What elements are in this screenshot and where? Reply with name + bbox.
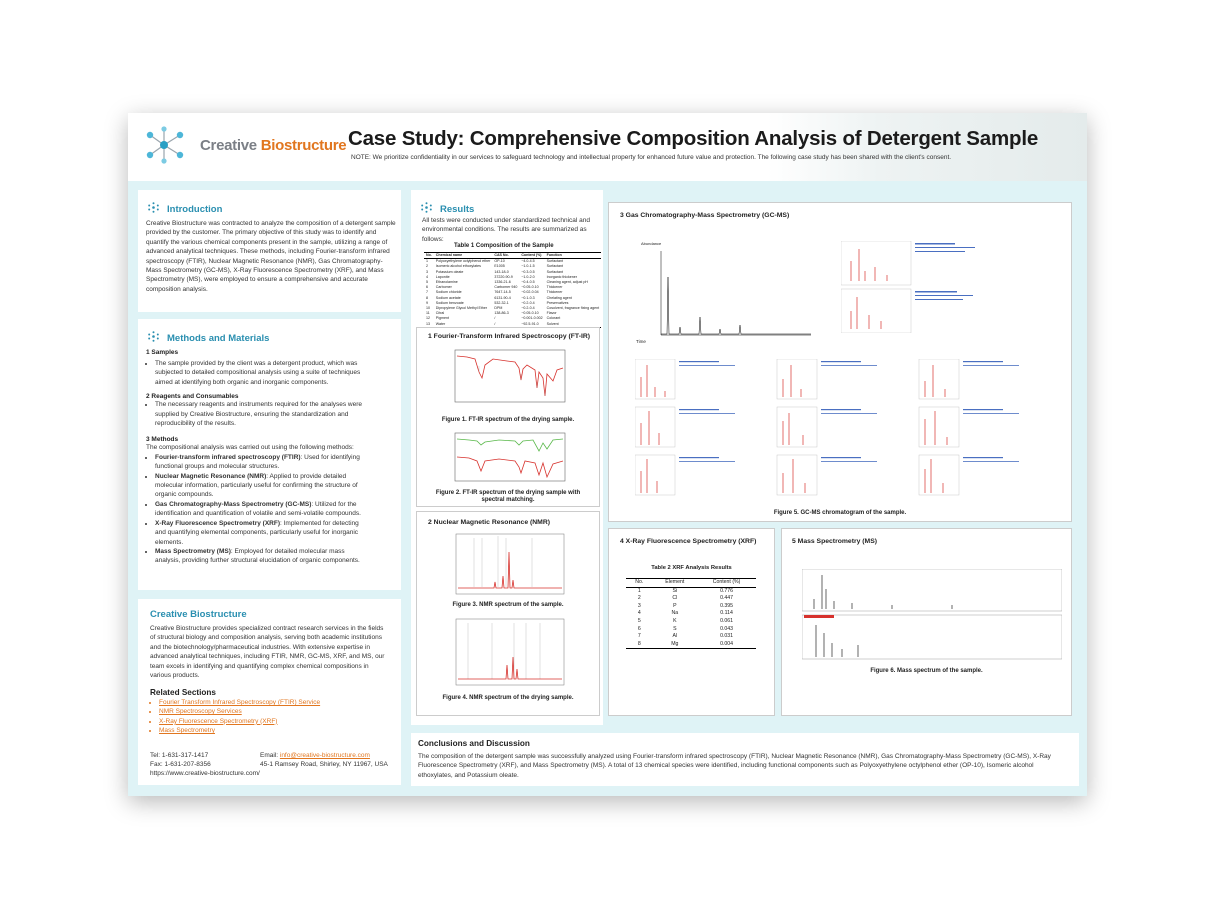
table-cell: 143-18-0 [494, 269, 509, 274]
table-cell: Colorant [546, 316, 561, 321]
methods-body [146, 349, 368, 566]
table-cell: ~4.0-4.5 [521, 259, 535, 264]
ftir-spectrum-1 [449, 348, 569, 408]
table-cell: 5 [637, 617, 641, 624]
xrf-table-title: Table 2 XRF Analysis Results [651, 565, 732, 571]
table-cell: 37220-90-9 [494, 274, 513, 279]
table-cell: ~1.0-2.0 [521, 274, 535, 279]
samples-subheading: 1 Samples [146, 349, 179, 356]
table-cell: Dipropylene Glycol Methyl Ether [435, 306, 488, 311]
table-cell: 13 [424, 322, 434, 328]
table-cell: Cl [672, 595, 678, 602]
table-cell: Laponite [435, 274, 450, 279]
page-title: Case Study: Comprehensive Composition Analysis of Detergent Sample [348, 127, 1039, 150]
confidentiality-note: NOTE: We prioritize confidentiality in our services to safeguard technology and intellectual property for enhanced future value and protection. The following case study has been shared with the client's consent. [351, 154, 952, 161]
table-cell: DPM [494, 306, 503, 311]
table-header: CAS No. [492, 253, 519, 259]
table-header: Chemical name [434, 253, 493, 259]
about-panel [138, 599, 401, 785]
introduction-panel [138, 190, 401, 312]
table-row [626, 641, 756, 649]
related-link-xrf[interactable]: • X-Ray Fluorescence Spectrometry (XRF) [159, 717, 320, 726]
table-cell: ~92.5-91.0 [519, 322, 544, 328]
table-cell: 11 [426, 311, 430, 316]
molecule-logo-icon [142, 125, 188, 165]
table-cell: / [494, 316, 496, 321]
table-cell: 0.031 [720, 633, 734, 640]
table-cell: Na [671, 610, 679, 617]
table-cell: Sodium acetate [435, 295, 461, 300]
table-cell: ~0.2-0.4 [521, 300, 535, 305]
table-cell: ~0.05-0.10 [521, 285, 539, 290]
table-cell: Ethanolamine [435, 280, 458, 285]
introduction-text: Creative Biostructure was contracted to analyze the composition of a detergent sample provided by the customer. The primary objective of this study was to identify and quantify the various chemical components present in the sample, utilizing a range of advanced analytical techniques. These methods, including Fourier-transform infrared spectroscopy (FTIR), Nuclear Magnetic Resonance (NMR), Gas Chromatography-Mass Spectrometry (GC-MS), X-Ray Fluorescence Spectrometry (XRF), and Mass Spectrometry (MS), were employed to ensure a comprehensive and accurate composition analysis. [146, 220, 396, 293]
table-cell: ~1.0-1.5 [521, 264, 535, 269]
table-header: No. [426, 253, 432, 257]
ftir-spectrum-2 [449, 431, 569, 486]
contact-email-row: Email: info@creative-biostructure.com [260, 752, 370, 759]
table-cell: 3 [637, 602, 641, 609]
figure-1-caption: Figure 1. FT-IR spectrum of the drying sample. [441, 417, 575, 423]
table-cell: Isomeric alcohol ethoxylates [435, 264, 481, 269]
table-cell: 2 [426, 264, 428, 269]
nmr-panel [416, 511, 600, 716]
table-cell: 0.447 [720, 595, 734, 602]
table-cell: Si [672, 587, 678, 594]
table-cell: Potassium oleate [435, 269, 464, 274]
table-cell: 0.114 [720, 610, 733, 617]
related-link-ftir[interactable]: • Fourier Transform Infrared Spectroscopy (FTIR) Service [159, 698, 320, 707]
conclusions-text: The composition of the detergent sample was successfully analyzed using Fourier-transform infrared spectroscopy (FTIR), Nuclear Magnetic Resonance (NMR), Gas Chromatography-Mass Spectrometry (GC-MS), X-Ray Fluorescence Spectrometry (XRF), and Mass Spectrometry (MS). A total of 13 chemical species were identified, including functional components such as Polyoxyethylene octylphenol ether (OP-10), Isomeric alcohol ethoxylates, and Potassium oleate. [418, 753, 1051, 779]
section-dots-icon [148, 202, 159, 213]
table-cell: Surfactant [546, 269, 564, 274]
table-cell: 0.061 [720, 617, 734, 624]
poster [128, 113, 1087, 796]
table-cell: OP-10 [494, 259, 505, 264]
contact-address: 45-1 Ramsey Road, Shirley, NY 11967, USA [260, 761, 388, 768]
ms-spectrum [802, 569, 1062, 661]
table-cell: / [492, 322, 519, 328]
contact-tel: Tel: 1-631-317-1417 [150, 752, 209, 759]
poster-header [128, 113, 1087, 181]
table-cell: Sodium chloride [435, 290, 462, 295]
table-cell: Polyoxyethylene octylphenol ether [435, 259, 491, 264]
contact-email-link[interactable]: info@creative-biostructure.com [279, 752, 370, 759]
table-cell: Solvent [545, 322, 602, 328]
table-cell: Pigment [435, 316, 449, 321]
results-panel [411, 190, 1079, 725]
table-row [626, 626, 756, 634]
table-cell: 2 [637, 595, 641, 602]
table-cell: E1005 [494, 264, 505, 269]
results-heading: Results [440, 204, 475, 215]
table-row [626, 595, 756, 603]
xrf-results-table [626, 578, 756, 649]
ftir-panel [416, 327, 600, 507]
table-cell: Chelating agent [546, 295, 572, 300]
ms-heading: 5 Mass Spectrometry (MS) [792, 538, 877, 545]
time-label: Time [636, 339, 646, 344]
table-cell: S [673, 625, 677, 632]
introduction-heading-row [148, 199, 222, 217]
methods-heading-row [148, 328, 269, 346]
table-cell: Flavor [546, 311, 557, 316]
conclusions-panel [411, 733, 1079, 786]
gcms-mass-spectra-grid [635, 359, 1065, 499]
table1-title: Table 1 Composition of the Sample [454, 243, 554, 249]
composition-table [424, 252, 601, 328]
method-item: • Gas Chromatography-Mass Spectrometry (GC-MS): Utilized for the identification and quantification of volatile and semi-volatile compounds. [155, 500, 370, 519]
table-cell: ~0.05-0.10 [521, 311, 539, 316]
table-cell: 1336-21-6 [494, 280, 511, 285]
section-dots-icon [421, 202, 432, 213]
contact-fax: Fax: 1-631-207-8356 [150, 761, 211, 768]
table-cell: 1 [426, 259, 428, 264]
contact-website[interactable]: https://www.creative-biostructure.com/ [150, 770, 260, 777]
xrf-heading: 4 X-Ray Fluorescence Spectrometry (XRF) [620, 538, 757, 545]
table-cell: Sodium benzoate [435, 300, 464, 305]
method-item: • Nuclear Magnetic Resonance (NMR): Applied to provide detailed molecular information, particularly useful for confirming the structure of organic compounds. [155, 472, 370, 500]
table-cell: P [673, 602, 677, 609]
reagents-subheading: 2 Reagents and Consumables [146, 393, 239, 401]
table-cell: ~0.1-0.3 [521, 295, 535, 300]
figure-3-caption: Figure 3. NMR spectrum of the sample. [452, 602, 564, 608]
related-sections-list [150, 698, 320, 736]
about-heading: Creative Biostructure [150, 609, 247, 620]
table-cell: 532-32-1 [494, 300, 509, 305]
method-item: • Fourier-transform infrared spectroscopy (FTIR): Used for identifying functional groups and molecular structures. [155, 453, 370, 472]
table-cell: 4 [426, 274, 428, 279]
methods-subheading: 3 Methods [146, 436, 179, 444]
table-header: Function [545, 253, 602, 259]
table-cell: 0.776 [720, 587, 734, 594]
abundance-label: Abundance [641, 241, 662, 246]
nmr-heading: 2 Nuclear Magnetic Resonance (NMR) [428, 519, 550, 526]
table-cell: Water [434, 322, 493, 328]
table-row [626, 610, 756, 618]
figure-6-caption: Figure 6. Mass spectrum of the sample. [870, 668, 983, 674]
samples-text: • The sample provided by the client was a detergent product, which was subjected to detailed compositional analysis using a suite of techniques aimed at identifying both organic and inorganic components. [155, 359, 368, 387]
logo-wordmark: Creative Biostructure [200, 137, 347, 154]
ftir-heading: 1 Fourier-Transform Infrared Spectroscopy (FT-IR) [428, 333, 591, 340]
about-text: Creative Biostructure provides specialized contract research services in the fields of structural biology and composition analysis, serving both academic institutions and the biotechnology/pharmaceutical industries. With extensive expertise in advanced analytical techniques, including FTIR, NMR, GC-MS, XRF, and MS, our team excels in identifying and quantifying complex chemical compositions in various products. [150, 625, 385, 680]
figure-2-caption: Figure 2. FT-IR spectrum of the drying sample with spectral matching. [435, 490, 581, 503]
table-cell: 138-86-3 [494, 311, 509, 316]
table-cell: 7 [426, 290, 428, 295]
table-cell: 6131-90-4 [494, 295, 511, 300]
table-cell: Mg [653, 641, 698, 649]
table-cell: 10 [426, 306, 430, 311]
table-cell: ~0.001-0.002 [521, 316, 543, 321]
results-heading-row [421, 199, 474, 217]
table-cell: 1 [637, 587, 641, 594]
table-cell: ~0.4-0.5 [521, 280, 535, 285]
nmr-spectrum-1 [454, 532, 566, 597]
table-cell: Preservatives [546, 300, 569, 305]
table-cell: 7 [637, 633, 641, 640]
table-cell: Carbomer 940 [494, 285, 518, 290]
methods-intro: The compositional analysis was carried out using the following methods: [146, 444, 354, 452]
results-intro: All tests were conducted under standardized technical and environmental conditions. The results are summarized as follows: [422, 217, 591, 243]
table-cell: Cleaning agent, adjust pH [546, 280, 588, 285]
table-cell: ~0.2-0.4 [521, 306, 535, 311]
table-cell: Surfactant [546, 259, 564, 264]
table-header: No. [626, 579, 653, 588]
table-cell: 8 [626, 641, 653, 649]
introduction-heading: Introduction [167, 204, 223, 215]
section-dots-icon [148, 331, 159, 342]
gcms-heading: 3 Gas Chromatography-Mass Spectrometry (GC-MS) [620, 212, 790, 219]
conclusions-heading: Conclusions and Discussion [418, 739, 530, 748]
table-cell: Thickener [546, 285, 563, 290]
table-cell: Carbomer [435, 285, 452, 290]
nmr-spectrum-2 [454, 617, 566, 689]
method-item: • X-Ray Fluorescence Spectrometry (XRF): Implemented for detecting and quantifying elemental components, particularly useful for inorganic elements. [155, 519, 370, 547]
table-cell: 8 [426, 295, 428, 300]
table-cell: Al [672, 633, 678, 640]
figure-4-caption: Figure 4. NMR spectrum of the drying sample. [442, 695, 574, 701]
ms-panel [781, 528, 1072, 716]
table-cell: K [673, 617, 677, 624]
figure-5-caption: Figure 5. GC-MS chromatogram of the sample. [773, 510, 907, 516]
table-cell: 6 [637, 625, 641, 632]
table-cell: Inorganic thickener [546, 274, 577, 279]
table-row [626, 633, 756, 641]
methods-panel [138, 319, 401, 590]
table-row [626, 618, 756, 626]
reagents-text: • The necessary reagents and instruments required for the analyses were supplied by Creative Biostructure, ensuring the standardization and reproducibility of the results. [155, 400, 368, 428]
table-cell: Citral [435, 311, 445, 316]
table-cell: 7647-14-5 [494, 290, 511, 295]
method-item: • Mass Spectrometry (MS): Employed for detailed molecular mass analysis, providing further structural elucidation of organic components. [155, 547, 370, 566]
table-cell: Cosolvent, fragrance fixing agent [546, 306, 600, 311]
table-header: Content (%) [519, 253, 544, 259]
table-cell: 0.395 [720, 602, 734, 609]
table-cell: 5 [426, 280, 428, 285]
related-link-nmr[interactable]: • NMR Spectroscopy Services [159, 707, 320, 716]
methods-heading: Methods and Materials [167, 333, 270, 344]
related-sections-heading: Related Sections [150, 688, 216, 697]
company-logo[interactable] [142, 125, 347, 165]
table-row [626, 603, 756, 611]
table-cell: 6 [426, 285, 428, 290]
table-cell: 0.004 [697, 641, 756, 649]
table-cell: 4 [637, 610, 641, 617]
table-header: Element [653, 579, 698, 588]
table-cell: 3 [426, 269, 428, 274]
xrf-panel [608, 528, 775, 716]
table-cell: ~0.3-0.5 [521, 269, 535, 274]
table-header: Content (%) [697, 579, 756, 588]
table-cell: Surfactant [546, 264, 564, 269]
table-cell: 0.043 [720, 625, 734, 632]
gcms-total-ion-chromatogram [639, 247, 814, 339]
table-row [626, 587, 756, 595]
gcms-mass-spectra-top [841, 241, 991, 333]
table-cell: ~0.02-0.04 [521, 290, 539, 295]
related-link-ms[interactable]: • Mass Spectrometry [159, 726, 320, 735]
table-cell: Thickener [546, 290, 563, 295]
table-cell: 12 [426, 316, 430, 321]
table-cell: 9 [426, 300, 428, 305]
gcms-panel [608, 202, 1072, 522]
